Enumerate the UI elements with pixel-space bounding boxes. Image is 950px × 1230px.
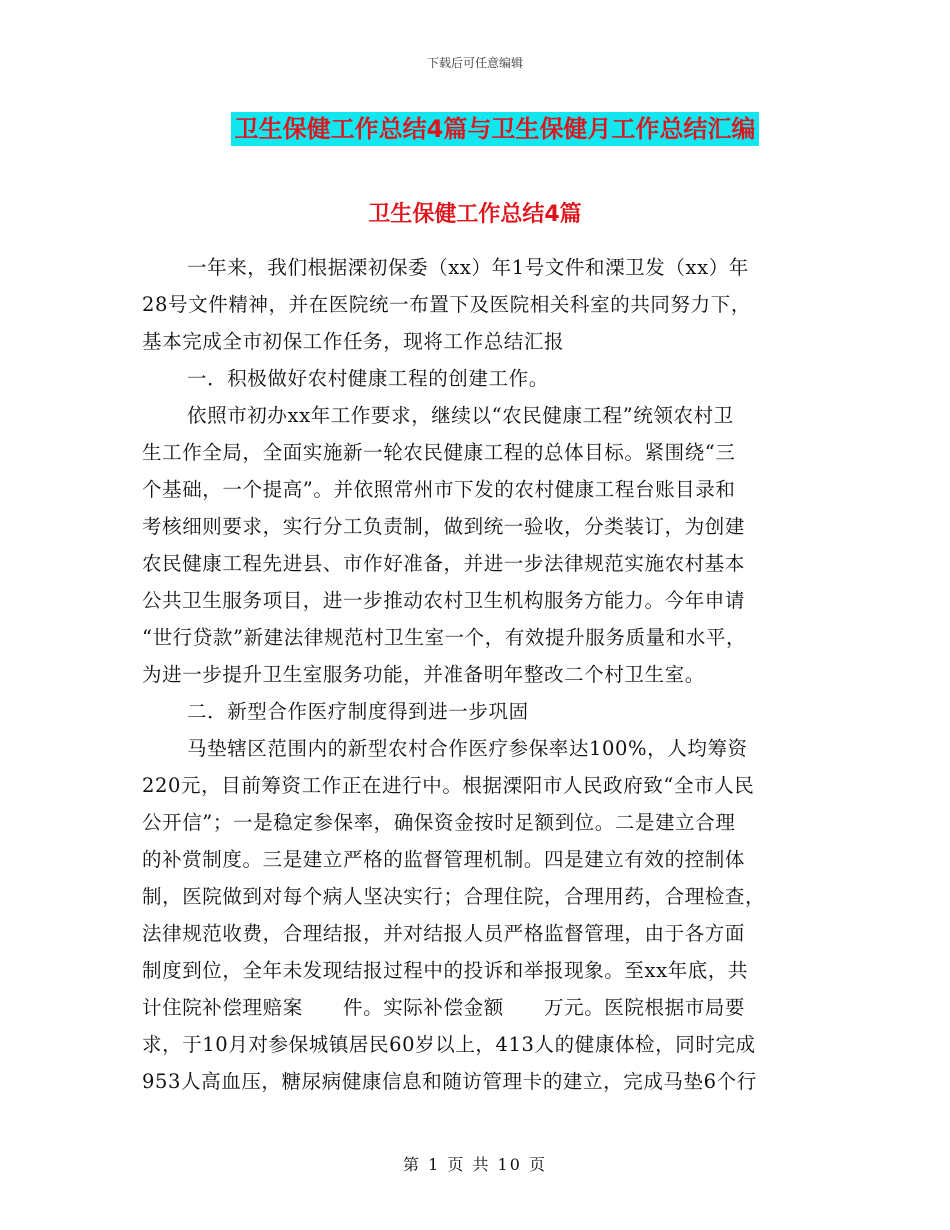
body-line: 953人高血压，糖尿病健康信息和随访管理卡的建立，完成马垫6个行	[142, 1070, 757, 1093]
body-line: 基本完成全市初保工作任务，现将工作总结汇报	[142, 330, 565, 353]
body-line: 二．新型合作医疗制度得到进一步巩固	[187, 700, 529, 723]
body-line: “世行贷款”新建法律规范村卫生室一个，有效提升服务质量和水平，	[142, 626, 747, 649]
section-title: 卫生保健工作总结4篇	[368, 202, 582, 227]
body-line: 制度到位，全年未发现结报过程中的投诉和举报现象。至xx年底，共	[142, 959, 749, 982]
body-line: 依照市初办xx年工作要求，继续以“农民健康工程”统领农村卫	[187, 404, 734, 427]
body-line: 农民健康工程先进县、市作好准备，并进一步法律规范实施农村基本	[142, 552, 746, 575]
body-line: 考核细则要求，实行分工负责制，做到统一验收，分类装订，为创建	[142, 515, 746, 538]
body-line: 马垫辖区范围内的新型农村合作医疗参保率达100%，人均筹资	[187, 737, 748, 760]
body-text	[142, 249, 812, 1100]
body-line: 为进一步提升卫生室服务功能，并准备明年整改二个村卫生室。	[142, 663, 705, 686]
document-title: 卫生保健工作总结4篇与卫生保健月工作总结汇编	[231, 112, 760, 146]
header-note: 下载后可任意编辑	[426, 56, 523, 70]
document-title-wrap	[0, 112, 950, 146]
body-line: 制，医院做到对每个病人坚决实行；合理住院，合理用药，合理检查，	[142, 885, 766, 908]
page-footer: 第 1 页 共 10 页	[403, 1155, 547, 1174]
body-line: 一．积极做好农村健康工程的创建工作。	[187, 367, 549, 390]
body-line: 220元，目前筹资工作正在进行中。根据溧阳市人民政府致“全市人民	[142, 774, 755, 797]
body-line: 公共卫生服务项目，进一步推动农村卫生机构服务方能力。今年申请	[142, 589, 746, 612]
body-line: 计住院补偿理赔案 件。实际补偿金额 万元。医院根据市局要	[142, 996, 746, 1019]
body-line: 的补赏制度。三是建立严格的监督管理机制。四是建立有效的控制体	[142, 848, 746, 871]
body-line: 生工作全局，全面实施新一轮农民健康工程的总体目标。紧围绕“三	[142, 441, 736, 464]
body-line: 公开信”；一是稳定参保率，确保资金按时足额到位。二是建立合理	[142, 811, 736, 834]
body-line: 求，于10月对参保城镇居民60岁以上，413人的健康体检，同时完成	[142, 1033, 756, 1056]
body-line: 28号文件精神，并在医院统一布置下及医院相关科室的共同努力下，	[142, 293, 751, 316]
body-line: 法律规范收费，合理结报，并对结报人员严格监督管理，由于各方面	[142, 922, 746, 945]
body-line: 一年来，我们根据溧初保委（xx）年1号文件和溧卫发（xx）年	[187, 256, 749, 279]
body-line: 个基础，一个提高”。并依照常州市下发的农村健康工程台账目录和	[142, 478, 736, 501]
